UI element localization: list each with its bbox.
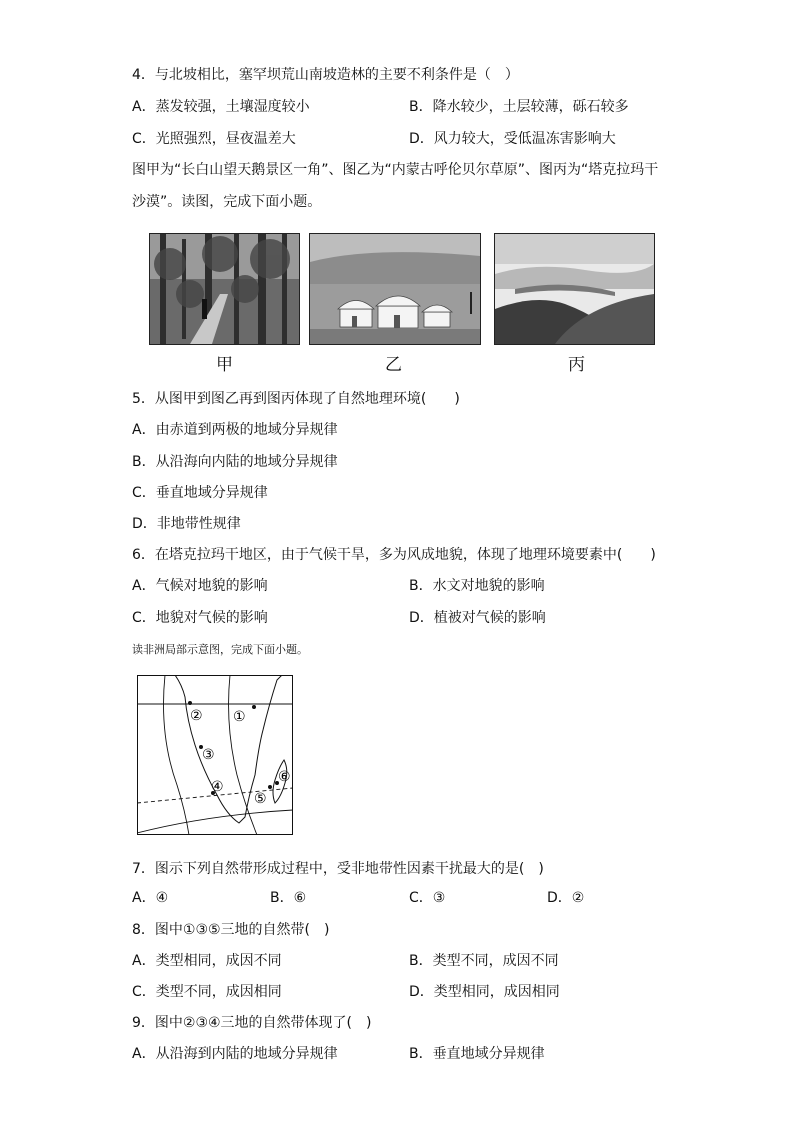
map-label-3: ③ bbox=[202, 747, 215, 763]
photo-desert bbox=[494, 233, 655, 345]
q8-option-a: A．类型相同，成因不同 bbox=[132, 953, 282, 969]
q8-option-b: B．类型不同，成因不同 bbox=[409, 953, 559, 969]
photo-caption-jia: 甲 bbox=[216, 355, 233, 375]
intro-line-1: 图甲为“长白山望天鹅景区一角”、图乙为“内蒙古呼伦贝尔草原”、图丙为“塔克拉玛干 bbox=[132, 162, 659, 178]
map-note: 读非洲局部示意图，完成下面小题。 bbox=[132, 643, 308, 656]
intro-line-2: 沙漠”。读图，完成下面小题。 bbox=[132, 194, 322, 210]
q9-option-a: A．从沿海到内陆的地域分异规律 bbox=[132, 1046, 338, 1062]
q5-option-b: B．从沿海向内陆的地域分异规律 bbox=[132, 454, 338, 470]
q5-option-d: D．非地带性规律 bbox=[132, 516, 241, 532]
q4-option-b: B．降水较少，土层较薄，砾石较多 bbox=[409, 99, 629, 115]
q6-option-d: D．植被对气候的影响 bbox=[409, 610, 546, 626]
photo-forest bbox=[149, 233, 300, 345]
map-label-1: ① bbox=[233, 709, 246, 725]
q4-option-a: A．蒸发较强，土壤湿度较小 bbox=[132, 99, 310, 115]
q7-option-c: C．③ bbox=[409, 890, 446, 906]
q9-stem: 9．图中②③④三地的自然带体现了( ) bbox=[132, 1015, 372, 1031]
map-label-5: ⑤ bbox=[254, 791, 267, 807]
photo-caption-yi: 乙 bbox=[385, 355, 402, 375]
q4-stem: 4．与北坡相比，塞罕坝荒山南坡造林的主要不利条件是（ ） bbox=[132, 67, 519, 83]
map-label-2: ② bbox=[190, 708, 203, 724]
q5-option-c: C．垂直地域分异规律 bbox=[132, 485, 268, 501]
photo-caption-bing: 丙 bbox=[568, 355, 585, 375]
q6-option-a: A．气候对地貌的影响 bbox=[132, 578, 268, 594]
q4-option-c: C．光照强烈，昼夜温差大 bbox=[132, 131, 296, 147]
photo-grassland bbox=[309, 233, 481, 345]
q5-stem: 5．从图甲到图乙再到图丙体现了自然地理环境( ) bbox=[132, 391, 460, 407]
q7-option-a: A．④ bbox=[132, 890, 169, 906]
q7-option-b: B．⑥ bbox=[270, 890, 307, 906]
q6-option-c: C．地貌对气候的影响 bbox=[132, 610, 268, 626]
q9-option-b: B．垂直地域分异规律 bbox=[409, 1046, 545, 1062]
q6-stem: 6．在塔克拉玛干地区，由于气候干旱，多为风成地貌，体现了地理环境要素中( ) bbox=[132, 547, 656, 563]
map-label-6: ⑥ bbox=[278, 769, 291, 785]
q8-option-c: C．类型不同，成因相同 bbox=[132, 984, 282, 1000]
q7-option-d: D．② bbox=[547, 890, 585, 906]
q6-option-b: B．水文对地貌的影响 bbox=[409, 578, 545, 594]
q5-option-a: A．由赤道到两极的地域分异规律 bbox=[132, 422, 338, 438]
q8-option-d: D．类型相同，成因相同 bbox=[409, 984, 560, 1000]
q8-stem: 8．图中①③⑤三地的自然带( ) bbox=[132, 922, 330, 938]
map-label-4: ④ bbox=[211, 779, 224, 795]
q4-option-d: D．风力较大，受低温冻害影响大 bbox=[409, 131, 616, 147]
africa-sketch-map bbox=[137, 675, 293, 835]
q7-stem: 7．图示下列自然带形成过程中，受非地带性因素干扰最大的是( ) bbox=[132, 861, 544, 877]
